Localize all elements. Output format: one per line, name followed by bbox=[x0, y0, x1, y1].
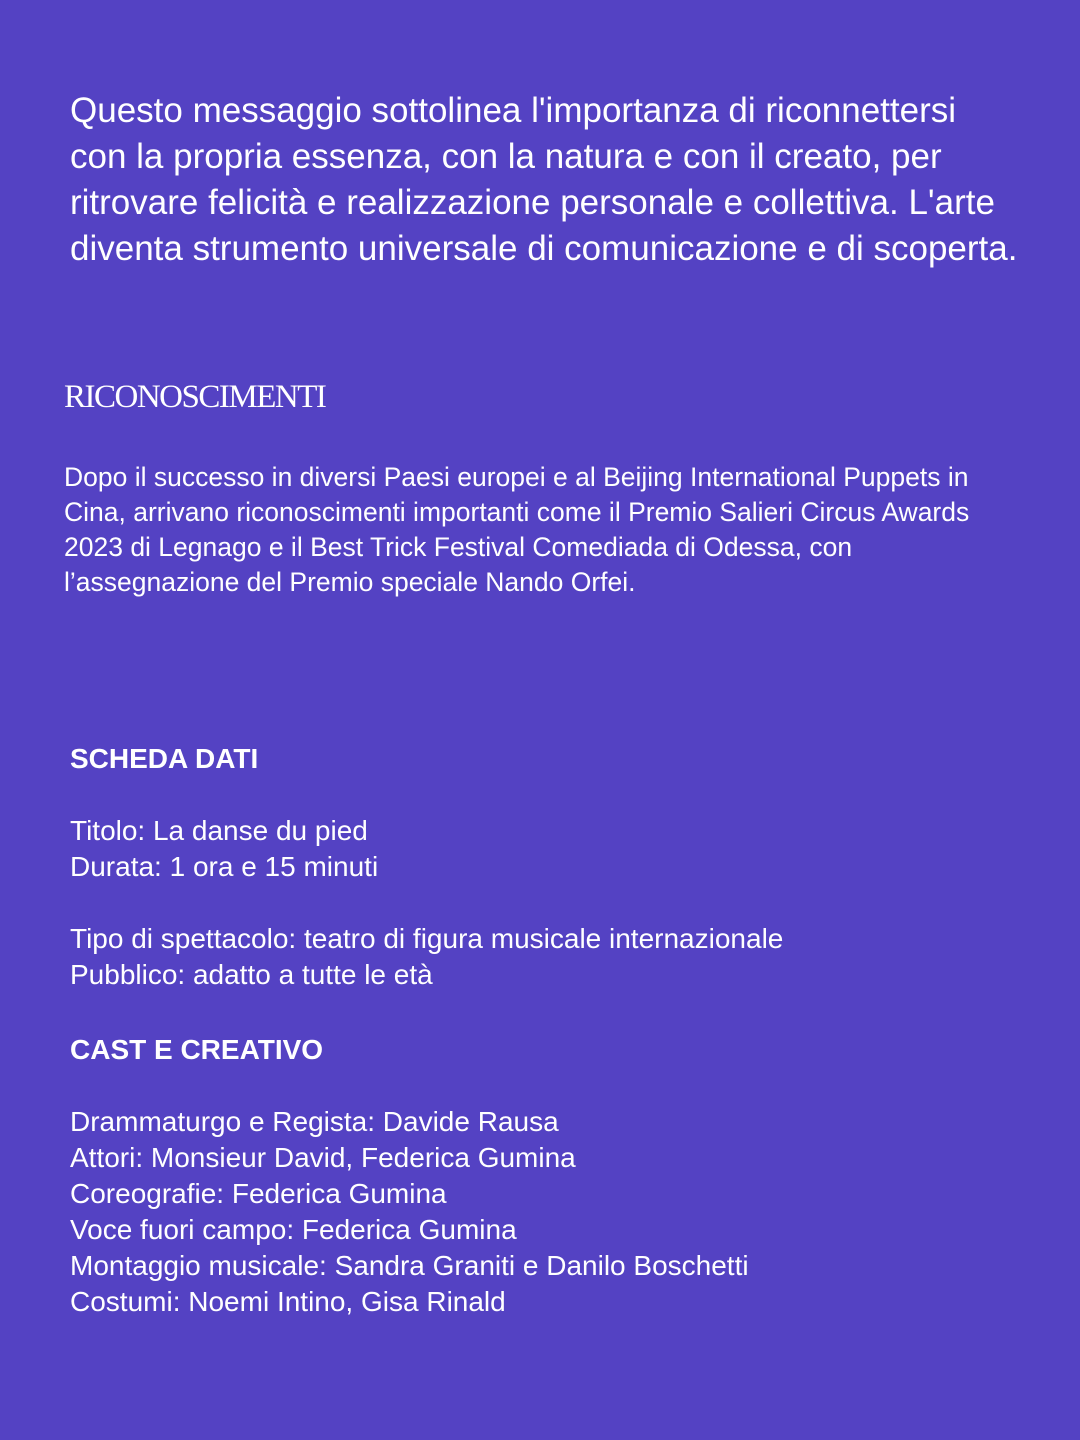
cast-line-montaggio: Montaggio musicale: Sandra Graniti e Danilo Boschetti bbox=[70, 1250, 749, 1281]
riconoscimenti-title: RICONOSCIMENTI bbox=[64, 379, 326, 415]
cast-line-costumi: Costumi: Noemi Intino, Gisa Rinald bbox=[70, 1286, 506, 1317]
info-line-titolo: Titolo: La danse du pied bbox=[70, 815, 368, 846]
scheda-dati-heading: SCHEDA DATI bbox=[70, 743, 259, 774]
info-line-durata: Durata: 1 ora e 15 minuti bbox=[70, 851, 379, 882]
cast-list bbox=[70, 1104, 1030, 1320]
cast-line-regista: Drammaturgo e Regista: Davide Rausa bbox=[70, 1106, 559, 1137]
riconoscimenti-paragraph: Dopo il successo in diversi Paesi europei e al Beijing International Puppets in Cina, arrivano riconoscimenti importanti come il Premio Salieri Circus Awards 2023 di Legnago e il Best Trick Festival Comediada di Odessa, con l’assegnazione del Premio speciale Nando Orfei. bbox=[64, 462, 970, 597]
spacer bbox=[70, 885, 1030, 921]
cast-creativo-heading: CAST E CREATIVO bbox=[70, 1034, 324, 1065]
scheda-dati-section bbox=[70, 741, 1030, 993]
spacer bbox=[70, 1068, 1030, 1104]
cast-line-voce: Voce fuori campo: Federica Gumina bbox=[70, 1214, 517, 1245]
cast-line-coreografie: Coreografie: Federica Gumina bbox=[70, 1178, 447, 1209]
spacer bbox=[70, 777, 1030, 813]
info-line-pubblico: Pubblico: adatto a tutte le età bbox=[70, 959, 433, 990]
intro-paragraph: Questo messaggio sottolinea l'importanza di riconnettersi con la propria essenza, con la natura e con il creato, per ritrovare felicità e realizzazione personale e collettiva. L'arte diventa strumento universale di comunicazione e di scoperta. bbox=[70, 91, 1018, 268]
info-line-tipo: Tipo di spettacolo: teatro di figura musicale internazionale bbox=[70, 923, 784, 954]
scheda-dati-group-2 bbox=[70, 921, 1030, 993]
cast-line-attori: Attori: Monsieur David, Federica Gumina bbox=[70, 1142, 576, 1173]
scheda-dati-group-1 bbox=[70, 813, 1030, 885]
cast-creativo-section bbox=[70, 1032, 1030, 1320]
